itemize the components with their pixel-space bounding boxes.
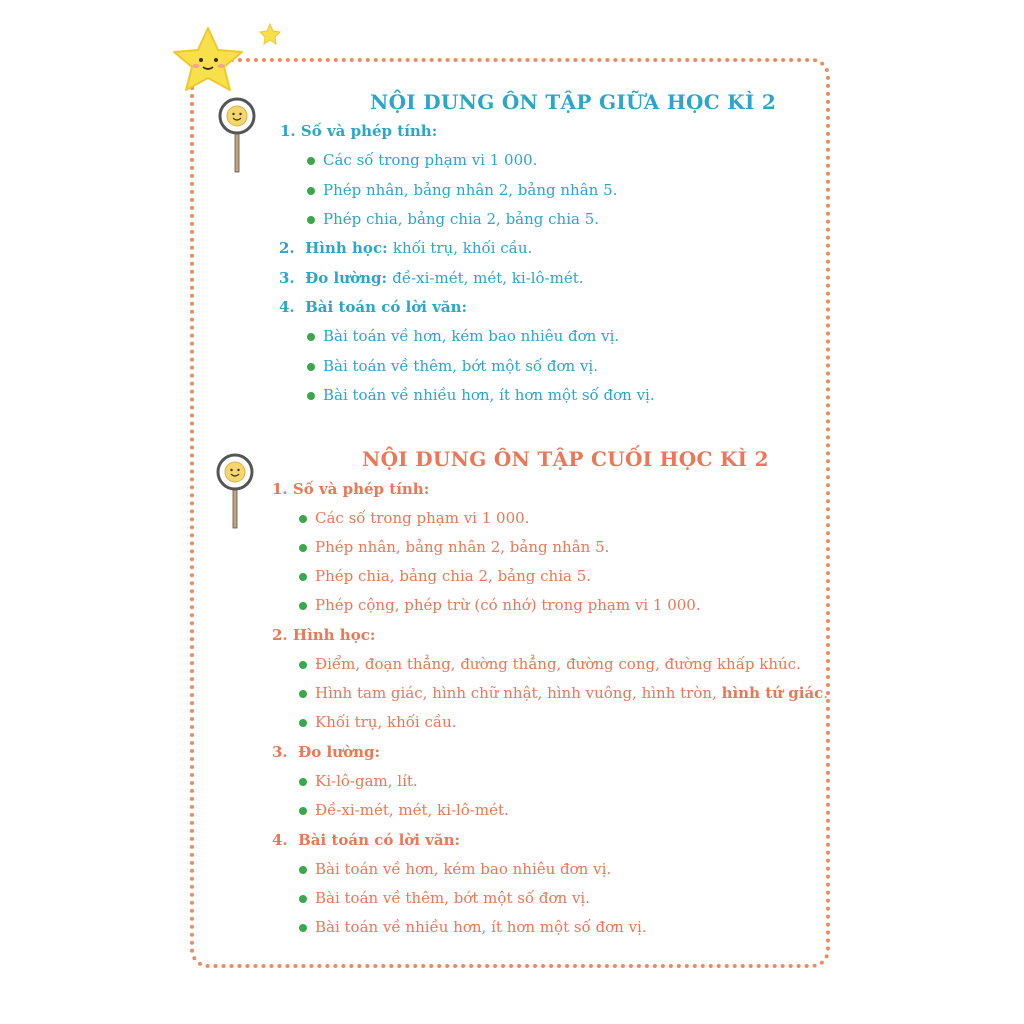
section-heading: 3. Đo lường: <box>272 743 381 761</box>
section-heading: 1. Số và phép tính: <box>272 480 430 498</box>
list-item: Khối trụ, khối cầu. <box>315 713 457 731</box>
list-item: Bài toán về hơn, kém bao nhiêu đơn vị. <box>315 860 611 878</box>
list-item: Bài toán về thêm, bớt một số đơn vị. <box>323 357 598 375</box>
smiley-pin-icon <box>213 452 257 562</box>
list-item: Hình tam giác, hình chữ nhật, hình vuông, hình tròn, hình tứ giác. <box>315 684 828 702</box>
mid-term-title: NỘI DUNG ÔN TẬP GIỮA HỌC KÌ 2 <box>370 90 777 114</box>
list-item: Phép nhân, bảng nhân 2, bảng nhân 5. <box>323 181 617 199</box>
smiley-pin-icon <box>215 96 259 206</box>
section-heading: 3. Đo lường: đề-xi-mét, mét, ki-lô-mét. <box>279 269 584 287</box>
list-item: Bài toán về thêm, bớt một số đơn vị. <box>315 889 590 907</box>
list-item: Điểm, đoạn thẳng, đường thẳng, đường cong, đường khấp khúc. <box>315 655 801 673</box>
list-item: Phép chia, bảng chia 2, bảng chia 5. <box>323 210 599 228</box>
list-item: Các số trong phạm vi 1 000. <box>315 509 529 527</box>
list-item: Bài toán về hơn, kém bao nhiêu đơn vị. <box>323 327 619 345</box>
list-item: Phép nhân, bảng nhân 2, bảng nhân 5. <box>315 538 609 556</box>
section-heading: 4. Bài toán có lời văn: <box>279 298 468 316</box>
final-term-title: NỘI DUNG ÔN TẬP CUỐI HỌC KÌ 2 <box>362 447 769 471</box>
list-item: Bài toán về nhiều hơn, ít hơn một số đơn vị. <box>315 918 647 936</box>
section-heading: 1. Số và phép tính: <box>280 122 438 140</box>
section-heading: 2. Hình học: <box>272 626 376 644</box>
list-item: Đề-xi-mét, mét, ki-lô-mét. <box>315 801 509 819</box>
list-item: Phép chia, bảng chia 2, bảng chia 5. <box>315 567 591 585</box>
list-item: Bài toán về nhiều hơn, ít hơn một số đơn vị. <box>323 386 655 404</box>
section-heading: 2. Hình học: khối trụ, khối cầu. <box>279 239 533 257</box>
smiling-star-icon <box>166 22 296 102</box>
section-heading: 4. Bài toán có lời văn: <box>272 831 461 849</box>
list-item: Các số trong phạm vi 1 000. <box>323 151 537 169</box>
list-item: Ki-lô-gam, lít. <box>315 772 418 790</box>
list-item: Phép cộng, phép trừ (có nhớ) trong phạm vi 1 000. <box>315 596 701 614</box>
